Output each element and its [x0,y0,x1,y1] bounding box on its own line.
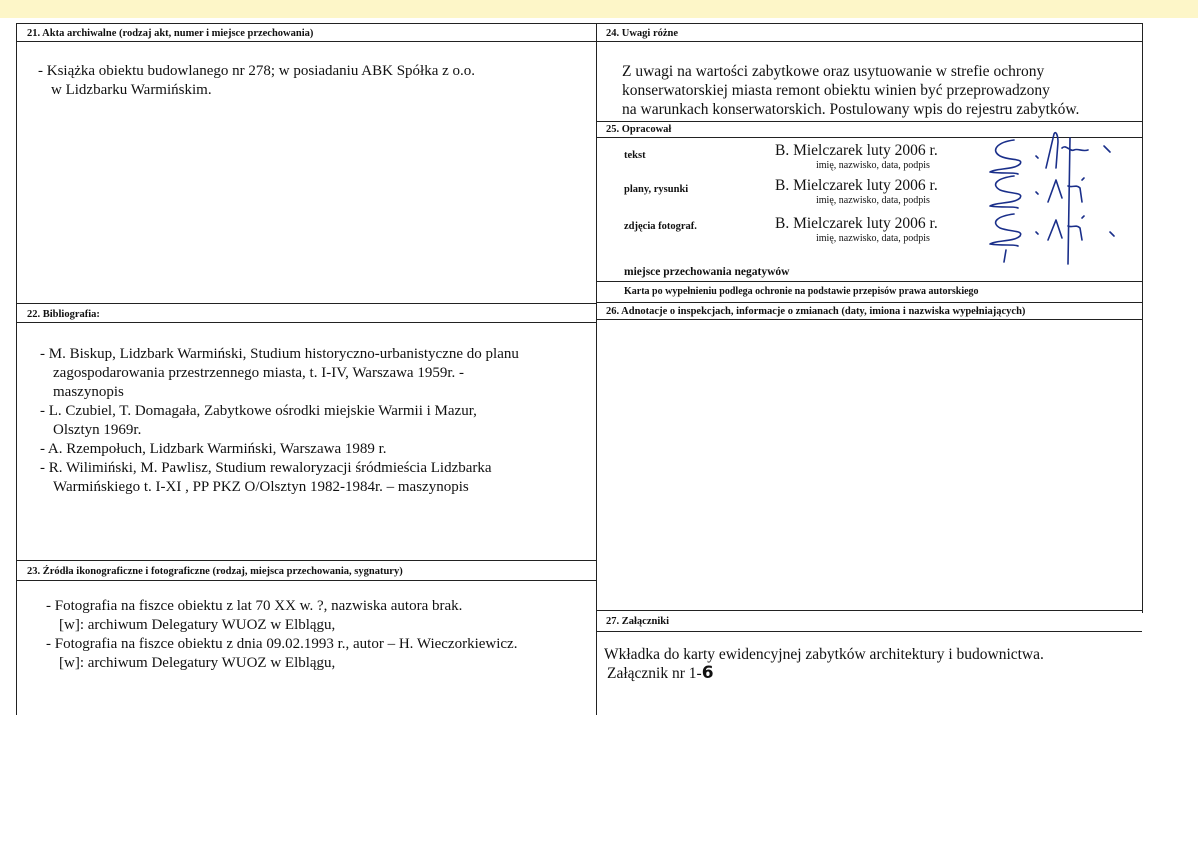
s21-line: - Książka obiektu budowlanego nr 278; w posiadaniu ABK Spółka z o.o. [38,63,476,79]
s27-heading: 27. Załączniki [606,616,670,627]
source-item: [w]: archiwum Delegatury WUOZ w Elblągu, [59,655,336,671]
s25-row-value: B. Mielczarek luty 2006 r. [775,215,938,232]
bibliography-item: - A. Rzempołuch, Lidzbark Warmiński, Warszawa 1989 r. [40,441,387,457]
source-item: [w]: archiwum Delegatury WUOZ w Elblągu, [59,617,336,633]
bibliography-item: - M. Biskup, Lidzbark Warmiński, Studium historyczno-urbanistyczne do planu [40,346,519,362]
s21-text [38,62,475,100]
s25-row-caption: imię, nazwisko, data, podpis [816,233,930,244]
s21-heading: 21. Akta archiwalne (rodzaj akt, numer i miejsce przechowania) [27,28,314,39]
s26-heading: 26. Adnotacje o inspekcjach, informacje o zmianach (daty, imiona i nazwiska wypełniających) [606,306,1026,317]
s25-heading: 25. Opracował [606,124,672,135]
source-item: - Fotografia na fiszce obiektu z lat 70 XX w. ?, nazwiska autora brak. [46,598,463,614]
attachment-number-label: Załącznik nr 1- [607,665,702,682]
right-border [1142,23,1143,613]
s27-line [604,664,1044,683]
s22-list [40,345,519,497]
s23-heading: 23. Źródła ikonograficzne i fotograficzne (rodzaj, miejsca przechowania, sygnatury) [27,566,403,577]
center-divider [596,23,597,715]
s24-heading-rule [596,41,1142,42]
s24-text [622,62,1079,119]
bibliography-item: zagospodarowania przestrzennego miasta, t. I-IV, Warszawa 1959r. - [53,365,465,381]
s21-line: w Lidzbarku Warmińskim. [51,82,212,98]
s22-heading-rule [16,322,596,323]
s25-top-rule [596,121,1142,122]
s25-row-caption: imię, nazwisko, data, podpis [816,160,930,171]
s25-row-caption: imię, nazwisko, data, podpis [816,195,930,206]
bibliography-item: Olsztyn 1969r. [53,422,142,438]
handwritten-signature [984,128,1124,270]
s25-row-value: B. Mielczarek luty 2006 r. [775,142,938,159]
s24-heading: 24. Uwagi różne [606,28,679,39]
s24-line: Z uwagi na wartości zabytkowe oraz usytuowanie w strefie ochrony [622,63,1045,80]
s27-line: Wkładka do karty ewidencyjnej zabytków architektury i budownictwa. [604,646,1044,663]
s22-top-rule [16,303,596,304]
bibliography-item: - L. Czubiel, T. Domagała, Zabytkowe ośrodki miejskie Warmii i Mazur, [40,403,477,419]
s27-text [604,645,1044,683]
s25-row-label: tekst [624,150,646,161]
s26-heading-rule [596,319,1142,320]
s27-top-rule [596,610,1142,611]
s22-heading: 22. Bibliografia: [27,309,100,320]
left-border [16,23,17,715]
s23-list [46,597,517,673]
s23-top-rule [16,560,596,561]
s24-line: konserwatorskiej miasta remont obiektu winien być przeprowadzony [622,82,1050,99]
s25-row-label: zdjęcia fotograf. [624,221,697,232]
source-item: - Fotografia na fiszce obiektu z dnia 09.02.1993 r., autor – H. Wieczorkiewicz. [46,636,518,652]
attachment-number-handwritten: 6 [701,663,714,683]
copyright-note: Karta po wypełnieniu podlega ochronie na podstawie przepisów prawa autorskiego [624,286,979,297]
s27-heading-rule [596,631,1142,632]
scan-top-band [0,0,1198,18]
s25-row-value: B. Mielczarek luty 2006 r. [775,177,938,194]
bibliography-item: Warmińskiego t. I-XI , PP PKZ O/Olsztyn 1982-1984r. – maszynopis [53,479,469,495]
top-border [16,23,1142,24]
bibliography-item: maszynopis [53,384,124,400]
s21-heading-rule [16,41,596,42]
s25-row-label: plany, rysunki [624,184,689,195]
s23-heading-rule [16,580,596,581]
bibliography-item: - R. Wilimiński, M. Pawlisz, Studium rewaloryzacji śródmieścia Lidzbarka [40,460,492,476]
s25-negatives-rule [596,281,1142,282]
s26-top-rule [596,302,1142,303]
negatives-location-label: miejsce przechowania negatywów [624,266,790,278]
s24-line: na warunkach konserwatorskich. Postulowany wpis do rejestru zabytków. [622,101,1080,118]
